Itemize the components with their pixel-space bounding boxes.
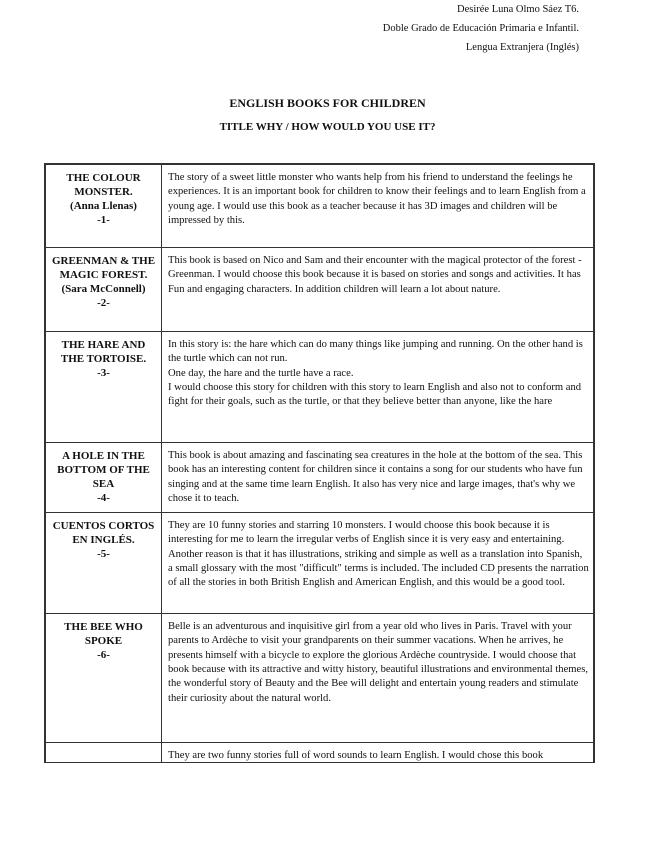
book-title: THE COLOUR MONSTER. <box>66 172 141 198</box>
book-row <box>46 248 594 332</box>
book-row <box>46 743 594 763</box>
book-title: THE BEE WHO SPOKE <box>64 621 143 648</box>
book-cell <box>46 443 162 513</box>
book-number: -2- <box>97 297 110 309</box>
description-paragraph: I would choose this story for children with this story to learn English and also not to conform and fight for their goals, such as the turtle, or that they believe better than anyone, like the hare <box>168 381 582 408</box>
description-paragraph: Belle is an adventurous and inquisitive girl from a year old who lives in Paris. Travel with your parents to Ardèche to visit your grandparents on their summer vacations. When he arrives, he presents himself with a bicycle to explore the glorious Ardèche countryside. I would choose that book because with its attractive and witty history, beautiful illustrations and environmental themes, the wonderful story of Beauty and the Bee will delight and entertain young readers and stimulate their curiosity about the natural world. <box>168 621 589 704</box>
book-title: CUENTOS CORTOS EN INGLÉS. <box>52 520 155 547</box>
description-cell <box>162 513 594 614</box>
description-paragraph: One day, the hare and the turtle have a race. <box>168 367 354 379</box>
books-table-container <box>44 163 595 763</box>
book-cell <box>46 743 162 763</box>
book-number: -5- <box>97 548 110 561</box>
page-header <box>383 0 579 57</box>
books-table-body <box>46 165 594 764</box>
subject-line: Lengua Extranjera (Inglés) <box>465 42 579 53</box>
description-paragraph: The story of a sweet little monster who wants help from his friend to understand the feelings he experiences. It is an important book for children to know their feelings and to learn English from a young age. I would use this book as a teacher because it has 3D images and children will be impressed by this. <box>168 172 586 226</box>
book-row <box>46 614 594 743</box>
description-cell <box>162 332 594 443</box>
description-paragraph: They are two funny stories full of word sounds to learn English. I would chose this book <box>168 750 544 762</box>
description-cell <box>162 743 594 763</box>
book-row <box>46 332 594 443</box>
description-paragraph: They are 10 funny stories and starring 10 monsters. I would choose this book because it is interesting for me to learn the irregular verbs of English since it is very easy and entertaining. Another reason is that it has illustrations, striking and simple as well as a translation into Spanish, a small glossary with the most "difficult" terms is included. The included CD presents the narration of all the stories in both British English and American English, and this would be a good tool. <box>168 520 589 589</box>
document-title: ENGLISH BOOKS FOR CHILDREN <box>229 96 426 110</box>
book-cell <box>46 248 162 332</box>
book-title: THE HARE AND THE TORTOISE. <box>60 339 147 365</box>
book-author: (Sara McConnell) <box>61 283 146 295</box>
book-author: (Anna Llenas) <box>70 200 137 212</box>
document-subtitle: TITLE WHY / HOW WOULD YOU USE IT? <box>219 121 436 133</box>
description-paragraph: This book is based on Nico and Sam and their encounter with the magical protector of the forest - Greenman. I would choose this book because it is based on stories and songs and activities. It has Fun and engaging characters. In addition children will learn a lot about nature. <box>168 255 582 295</box>
description-cell <box>162 443 594 513</box>
description-paragraph: This book is about amazing and fascinating sea creatures in the hole at the bottom of the sea. This book has an interesting content for children since it contains a song for our students who have fun singing and at the same time learn English. It also has very nice and large images, that's why we chose it to teach. <box>168 450 583 504</box>
book-title: GREENMAN & THE MAGIC FOREST. <box>51 255 156 281</box>
description-paragraph: In this story is: the hare which can do many things like jumping and running. On the other hand is the turtle which can not run. <box>168 339 583 365</box>
book-cell <box>46 614 162 743</box>
degree-line: Doble Grado de Educación Primaria e Infantil. <box>382 23 579 34</box>
author-line: Desirée Luna Olmo Sáez T6. <box>457 4 579 15</box>
book-number: -3- <box>97 367 110 379</box>
description-cell <box>162 248 594 332</box>
book-cell <box>46 513 162 614</box>
book-row <box>46 443 594 513</box>
description-cell <box>162 614 594 743</box>
book-number: -1- <box>97 214 110 226</box>
book-row <box>46 165 594 248</box>
books-table <box>45 164 594 763</box>
book-number: -4- <box>97 492 110 504</box>
book-cell <box>46 332 162 443</box>
book-title: A HOLE IN THE BOTTOM OF THE SEA <box>57 450 150 490</box>
description-cell <box>162 165 594 248</box>
book-number: -6- <box>97 649 110 662</box>
book-row <box>46 513 594 614</box>
book-cell <box>46 165 162 248</box>
